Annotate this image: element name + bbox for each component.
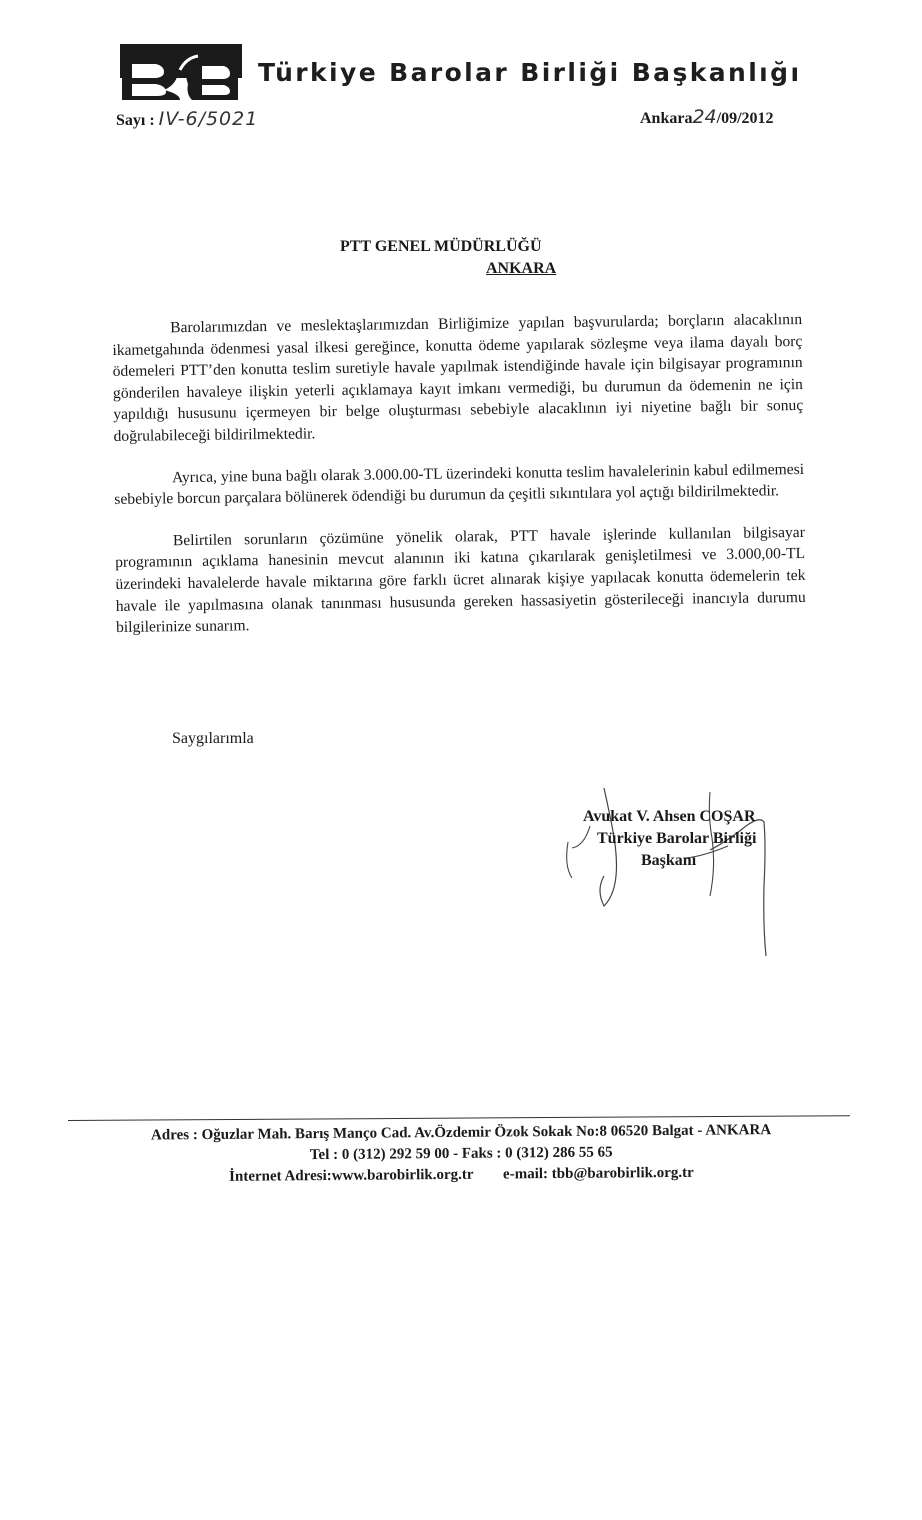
tbb-logo-icon <box>120 44 242 102</box>
organization-title: Türkiye Barolar Birliği Başkanlığı <box>258 58 802 87</box>
recipient-block <box>340 236 556 280</box>
date-rest: /09/2012 <box>716 110 774 127</box>
footer-website: İnternet Adresi:www.barobirlik.org.tr <box>229 1166 474 1185</box>
footer-email: e-mail: tbb@barobirlik.org.tr <box>502 1164 694 1183</box>
signatory-name: Avukat V. Ahsen COŞAR <box>583 808 756 825</box>
reference-number <box>116 108 258 130</box>
letter-date <box>640 106 774 128</box>
closing-salutation: Saygılarımla <box>172 730 254 747</box>
footer-phone: Tel : 0 (312) 292 59 00 - Faks : 0 (312) 286 55 65 <box>309 1144 613 1164</box>
signatory-organization: Türkiye Barolar Birliği <box>597 830 757 847</box>
body-paragraph: Ayrıca, yine buna bağlı olarak 3.000.00-TL üzerindeki konutta teslim havalelerinin kabul edilmemesi sebebiyle borcun parçalara bölünerek ödendiği bu durumun da çeşitli sıkıntılara yol açtığı bildirilmektedir. <box>114 460 805 509</box>
recipient-name: PTT GENEL MÜDÜRLÜĞÜ <box>340 238 542 255</box>
reference-label: Sayı : <box>116 112 155 129</box>
date-prefix: Ankara <box>640 110 693 127</box>
body-paragraph: Barolarımızdan ve meslektaşlarımızdan Birliğimize yapılan başvurularda; borçların alacaklının ikametgahında ödenmesi yasal ilkesi gereğince, konutta ödeme yapılarak sözleşme veya ilama dayalı borç ödemeleri PTT’den konutta teslim suretiyle havale yapılmak istendiğinde havale için bilgisayar programının gönderilen havaleye ilişkin yeterli açıklamaya kayıt imkanı vermediği, bu durumun da ödemenin ne için yapıldığı hususunu içermeyen bir belge oluşturması sebebiyle alacaklının iyi niyetine bağlı bir sonuç doğrulabileceği bildirilmektedir. <box>112 310 804 445</box>
signature-block <box>583 806 777 872</box>
body-paragraph: Belirtilen sorunların çözümüne yönelik olarak, PTT havale işlerinde kullanılan bilgisayar programının açıklama hanesinin mevcut alanının iki katına çıkarılarak genişletilmesi ve 3.000,00-TL üzerindeki havalelerde havale miktarına göre farklı ücret alınarak kişiye yapılacak konutta ödemelerin tek havale ile yapılmasına olanak tanınması hususunda gereken hassasiyetin gösterileceği inancıyla durumu bilgilerinize sunarım. <box>115 523 806 637</box>
footer-contact <box>96 1120 827 1189</box>
date-day: 24 <box>692 106 717 128</box>
letter-body <box>112 309 806 659</box>
footer-address: Adres : Oğuzlar Mah. Barış Manço Cad. Av.Özdemir Özok Sokak No:8 06520 Balgat - ANKARA <box>150 1122 772 1144</box>
signatory-title: Başkanı <box>641 852 697 869</box>
reference-value: IV-6/5021 <box>158 108 259 130</box>
recipient-city: ANKARA <box>486 260 557 277</box>
